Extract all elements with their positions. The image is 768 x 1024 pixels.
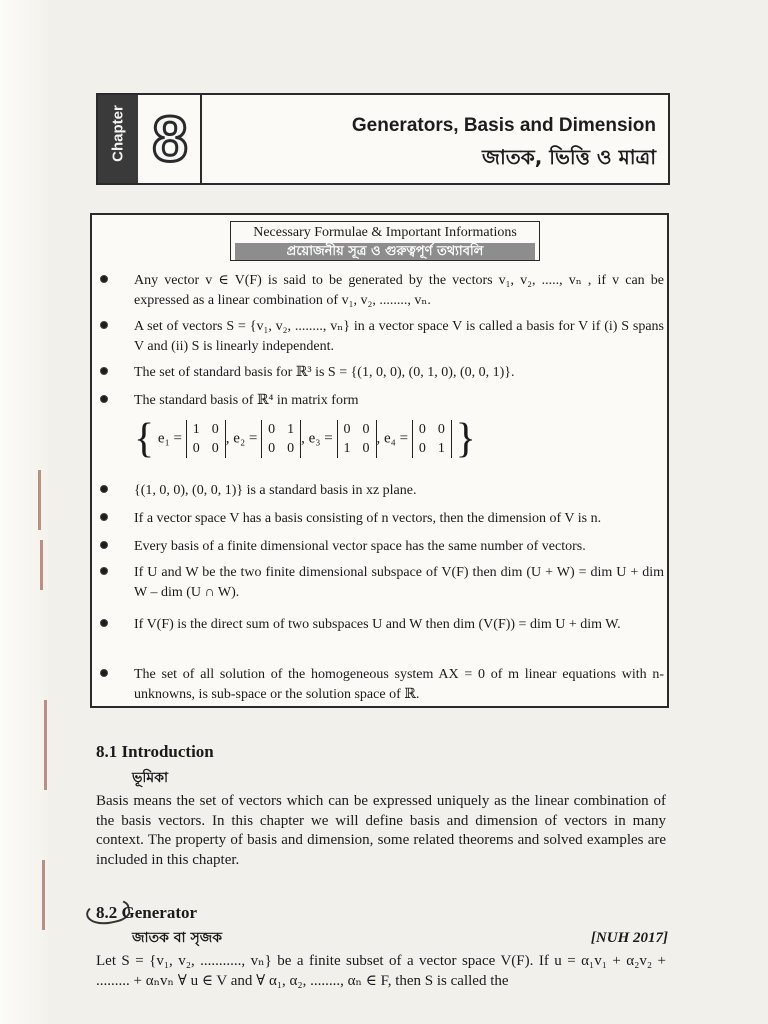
binding-mark: [44, 700, 47, 790]
chapter-header: [96, 93, 670, 185]
list-item-text: The set of all solution of the homogeneous system AX = 0 of m linear equations with n-unknowns, is sub-space or the solution space of ℝ.: [134, 667, 664, 702]
chapter-tab: [98, 95, 138, 183]
binding-mark: [40, 540, 43, 590]
bullet-icon: [100, 619, 108, 627]
list-item-text: Every basis of a finite dimensional vector space has the same number of vectors.: [134, 539, 586, 554]
matrix-e1: 1 0 0 0: [186, 420, 226, 458]
open-brace: {: [134, 416, 155, 462]
bullet-icon: [100, 485, 108, 493]
matrix-e4: 0 0 0 1: [412, 420, 452, 458]
page-edge: [0, 0, 48, 1024]
standard-basis-matrices: { e₁ = 1 0 0 0 , e₂ = 0 1 0 0 , e₃ = 0 0 1 0 , e₄ = 0 0 0 1 }: [134, 416, 476, 462]
chapter-title-bengali: জাতক, ভিত্তি ও মাত্রা: [482, 145, 656, 169]
matrix-label-e2: e₂ =: [233, 430, 258, 447]
list-item-text: The standard basis of ℝ⁴ in matrix form: [134, 393, 359, 408]
bullet-icon: [100, 367, 108, 375]
list-item-text: If a vector space V has a basis consisting of n vectors, then the dimension of V is n.: [134, 511, 602, 526]
generator-paragraph: Let S = {v₁, v₂, ..........., vₙ} be a finite subset of a vector space V(F). If u = α₁v₁ + α₂v₂ + ......... + αₙvₙ ∀ u ∈ V and ∀ α₁, α₂, ........, αₙ ∈ F, then S is called the: [96, 953, 666, 989]
section-title-generator-bengali: জাতক বা সৃজক: [132, 930, 223, 946]
bullet-icon: [100, 669, 108, 677]
bullet-icon: [100, 541, 108, 549]
bullet-icon: [100, 567, 108, 575]
bullet-icon: [100, 275, 108, 283]
matrix-e3: 0 0 1 0: [337, 420, 377, 458]
matrix-label-e3: e₃ =: [308, 430, 333, 447]
section-title-introduction-bengali: ভূমিকা: [132, 770, 169, 786]
close-brace: }: [455, 416, 476, 462]
chapter-number-box: [140, 95, 202, 183]
binding-mark: [42, 860, 45, 930]
section-title-generator: 8.2 Generator: [96, 903, 198, 922]
chapter-tab-label: Chapter: [109, 105, 127, 162]
list-item-text: If U and W be the two finite dimensional subspace of V(F) then dim (U + W) = dim U + dim W – dim (U ∩ W).: [134, 565, 664, 600]
list-item-text: {(1, 0, 0), (0, 0, 1)} is a standard basis in xz plane.: [134, 483, 417, 498]
exam-reference: [NUH 2017]: [590, 930, 668, 946]
matrix-e2: 0 1 0 0: [261, 420, 301, 458]
bullet-icon: [100, 321, 108, 329]
matrix-label-e4: e₄ =: [384, 430, 409, 447]
bullet-icon: [100, 513, 108, 521]
list-item-text: A set of vectors S = {v₁, v₂, ........, vₙ} in a vector space V is called a basis for V if (i) S spans V and (ii) S is linearly independent.: [134, 319, 664, 354]
formula-heading-bengali: প্রয়োজনীয় সূত্র ও গুরুত্বপূর্ণ তথ্যাবলি: [235, 243, 535, 260]
formula-heading-english: Necessary Formulae & Important Informations: [253, 225, 517, 240]
binding-mark: [38, 470, 41, 530]
introduction-paragraph: Basis means the set of vectors which can be expressed uniquely as the linear combination of the basis vectors. In this chapter we will define basis and dimension of vectors in many context. The property of basis and dimension, some related theorems and solved examples are included in this chapter.: [96, 793, 666, 868]
section-title-introduction: 8.1 Introduction: [96, 742, 214, 761]
matrix-label-e1: e₁ =: [157, 430, 183, 447]
chapter-number: 8: [152, 103, 188, 175]
chapter-title: Generators, Basis and Dimension: [351, 115, 656, 136]
formula-list: [92, 215, 667, 706]
list-item-text: The set of standard basis for ℝ³ is S = {(1, 0, 0), (0, 1, 0), (0, 0, 1)}.: [134, 365, 515, 380]
bullet-icon: [100, 395, 108, 403]
formula-box: [90, 213, 669, 708]
list-item-text: Any vector v ∈ V(F) is said to be generated by the vectors v₁, v₂, ....., vₙ , if v can be expressed as a linear combination of v₁, v₂, ........, vₙ.: [134, 273, 664, 308]
list-item-text: If V(F) is the direct sum of two subspaces U and W then dim (V(F)) = dim U + dim W.: [134, 617, 621, 632]
